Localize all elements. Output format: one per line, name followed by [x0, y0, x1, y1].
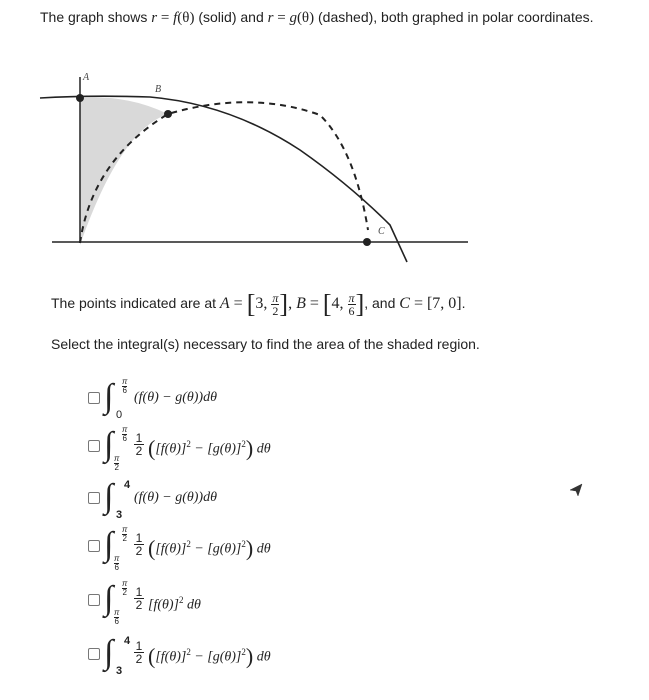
lower-limit: 0	[116, 409, 123, 421]
integral-sign: ∫	[104, 634, 114, 671]
upper-limit-numerator: π	[122, 377, 128, 386]
exponent: 2	[186, 647, 191, 657]
f-symbol: f	[173, 10, 178, 26]
upper-limit	[122, 378, 127, 395]
g-squared: − [g(θ)]	[190, 649, 242, 665]
f-squared: [f(θ)]	[155, 541, 187, 557]
paren-close: )	[245, 643, 254, 669]
mouse-cursor-icon	[569, 483, 583, 497]
lower-limit: 3	[116, 509, 123, 521]
half-numerator: 1	[135, 639, 143, 653]
option-5-checkbox[interactable]	[88, 594, 100, 606]
upper-limit-denominator: 6	[122, 386, 127, 395]
upper-limit: 4	[124, 479, 131, 491]
upper-limit: 4	[124, 635, 131, 647]
exponent: 2	[186, 539, 191, 549]
lower-limit	[114, 609, 119, 626]
one-half	[134, 432, 144, 457]
upper-limit-numerator: π	[122, 579, 128, 588]
f-squared: [f(θ)]	[155, 649, 187, 665]
exponent: 2	[241, 439, 246, 449]
point-b-radius: 4,	[331, 295, 348, 312]
paren-close: )	[245, 435, 254, 461]
option-1-checkbox[interactable]	[88, 392, 100, 404]
exponent: 2	[241, 647, 246, 657]
equals-sign: =	[157, 10, 174, 26]
equals-sign: =	[409, 295, 427, 312]
upper-limit-numerator: π	[122, 425, 128, 434]
angle-denominator: 2	[272, 303, 279, 318]
g-symbol: g	[289, 10, 297, 26]
paren-open: (	[148, 535, 156, 561]
half-denominator: 2	[135, 652, 143, 666]
lower-limit-numerator: π	[114, 608, 120, 617]
separator-and: , and	[364, 295, 400, 311]
points-lead: The points indicated are at	[51, 295, 220, 311]
g-squared: − [g(θ)]	[190, 441, 242, 457]
points-statement	[51, 290, 641, 317]
option-4-checkbox[interactable]	[88, 540, 100, 552]
point-a-name: A	[219, 295, 230, 312]
label-a: A	[83, 72, 90, 83]
f-squared: [f(θ)]	[155, 441, 187, 457]
angle-numerator: π	[348, 290, 355, 305]
integrand: (f(θ) − g(θ))dθ	[134, 490, 217, 505]
lower-limit	[114, 455, 119, 472]
label-c: C	[378, 226, 385, 237]
header-tail-text: (dashed), both graphed in polar coordinates.	[314, 9, 594, 25]
upper-limit	[122, 426, 127, 443]
integral-sign: ∫	[104, 580, 114, 617]
one-half	[134, 532, 144, 557]
half-numerator: 1	[135, 585, 143, 599]
theta-arg: (θ)	[296, 10, 315, 26]
integrand	[148, 535, 271, 561]
point-c-name: C	[399, 295, 410, 312]
half-denominator: 2	[135, 544, 143, 558]
exponent: 2	[241, 539, 246, 549]
integrand: (f(θ) − g(θ))dθ	[134, 390, 217, 405]
option-2-checkbox[interactable]	[88, 440, 100, 452]
upper-limit-denominator: 6	[122, 434, 127, 443]
point-c-marker	[363, 238, 371, 246]
half-numerator: 1	[135, 431, 143, 445]
one-half	[134, 640, 144, 665]
option-3-checkbox[interactable]	[88, 492, 100, 504]
exponent: 2	[179, 595, 184, 605]
lower-limit	[114, 555, 119, 572]
integral-sign: ∫	[104, 378, 114, 415]
angle-denominator: 6	[348, 303, 355, 318]
integrand	[148, 435, 271, 461]
bracket-close: ]	[355, 289, 365, 319]
point-c-value: [7, 0]	[426, 295, 462, 312]
f-squared: [f(θ)]	[148, 597, 179, 613]
lower-limit-denominator: 6	[114, 617, 119, 626]
question-text: Select the integral(s) necessary to find the area of the shaded region.	[51, 336, 480, 352]
half-numerator: 1	[135, 531, 143, 545]
exponent: 2	[186, 439, 191, 449]
half-denominator: 2	[135, 444, 143, 458]
lower-limit-denominator: 6	[114, 563, 119, 572]
d-theta: dθ	[253, 541, 271, 557]
separator: ,	[288, 295, 297, 312]
option-3[interactable]	[88, 480, 408, 530]
bracket-close: ]	[279, 289, 289, 319]
upper-limit-denominator: 2	[122, 534, 127, 543]
lower-limit-numerator: π	[114, 454, 120, 463]
label-b: B	[155, 84, 162, 95]
lower-limit-numerator: π	[114, 554, 120, 563]
half-denominator: 2	[135, 598, 143, 612]
equals-sign: =	[273, 10, 290, 26]
solid-text: (solid) and	[194, 9, 268, 25]
point-b-marker	[164, 110, 172, 118]
upper-limit	[122, 580, 127, 597]
point-b-angle	[348, 292, 356, 317]
integral-sign: ∫	[104, 478, 114, 515]
upper-limit-numerator: π	[122, 525, 128, 534]
integral-sign: ∫	[104, 426, 114, 463]
equals-sign: =	[229, 295, 247, 312]
upper-limit-denominator: 2	[122, 588, 127, 597]
option-1[interactable]	[88, 377, 408, 430]
d-theta: dθ	[253, 649, 271, 665]
one-half	[134, 586, 144, 611]
point-a-marker	[76, 94, 84, 102]
bracket-open: [	[322, 289, 332, 319]
paren-open: (	[148, 643, 156, 669]
option-6-checkbox[interactable]	[88, 648, 100, 660]
g-squared: − [g(θ)]	[190, 541, 242, 557]
bracket-open: [	[246, 289, 256, 319]
option-6[interactable]	[88, 634, 408, 684]
lower-limit: 3	[116, 665, 123, 677]
point-b-name: B	[296, 295, 306, 312]
option-5[interactable]	[88, 580, 408, 630]
integrand	[148, 643, 271, 669]
d-theta: dθ	[183, 597, 201, 613]
point-a-radius: 3,	[255, 295, 272, 312]
r-symbol: r	[151, 10, 158, 26]
header-lead-text: The graph shows	[40, 9, 148, 25]
equals-sign: =	[305, 295, 323, 312]
polar-graph	[0, 0, 649, 290]
upper-limit	[122, 526, 127, 543]
integrand	[148, 592, 201, 614]
shaded-region	[80, 97, 168, 245]
d-theta: dθ	[253, 441, 271, 457]
theta-arg: (θ)	[177, 10, 195, 26]
angle-numerator: π	[272, 290, 279, 305]
r-symbol: r	[267, 10, 274, 26]
option-2[interactable]	[88, 426, 408, 476]
period: .	[461, 295, 466, 311]
lower-limit-denominator: 2	[114, 463, 119, 472]
integral-sign: ∫	[104, 526, 114, 563]
paren-close: )	[245, 535, 254, 561]
option-4[interactable]	[88, 526, 408, 576]
paren-open: (	[148, 435, 156, 461]
